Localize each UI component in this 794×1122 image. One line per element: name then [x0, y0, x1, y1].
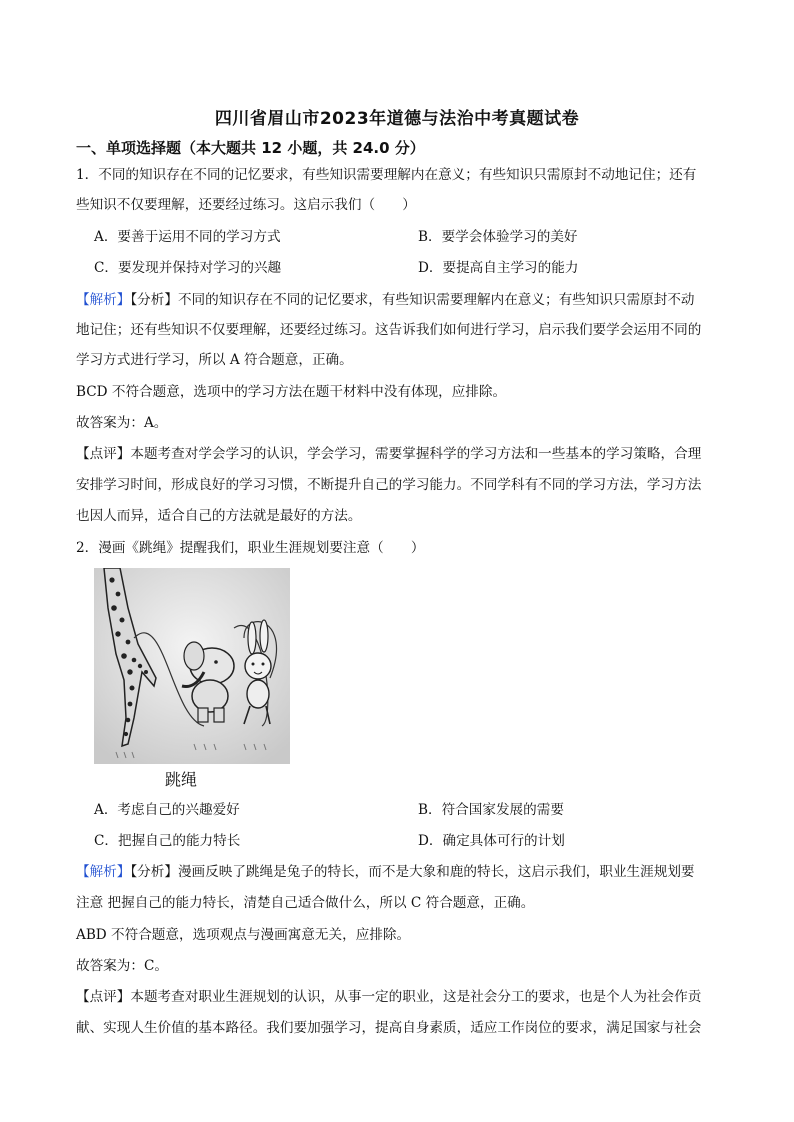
q1-analysis-line-2: 地记住；还有些知识不仅要理解，还要经过练习。这告诉我们如何进行学习，启示我们要学会运用不同的: [76, 322, 702, 338]
q1-option-a: A．要善于运用不同的学习方式: [94, 229, 281, 245]
q2-option-a: A．考虑自己的兴趣爱好: [94, 802, 240, 818]
q2-analysis-line-3: ABD 不符合题意，选项观点与漫画寓意无关，应排除。: [76, 927, 411, 943]
q2-analysis-line-1: [76, 862, 756, 882]
q2-analysis-tag: 【解析】: [76, 864, 131, 880]
q1-option-c: C．要发现并保持对学习的兴趣: [94, 260, 282, 276]
q2-analysis-text-1: 【分析】漫画反映了跳绳是兔子的特长，而不是大象和鹿的特长，这启示我们，职业生涯规划要: [130, 864, 695, 880]
q1-analysis-tag: 【解析】: [76, 292, 131, 308]
q2-answer: 故答案为：C。: [76, 958, 168, 974]
q1-comment-line-1: 【点评】本题考查对学会学习的认识，学会学习，需要掌握科学的学习方法和一些基本的学习策略，合理: [76, 446, 702, 462]
q1-stem-line-2: 些知识不仅要理解，还要经过练习。这启示我们（ ）: [76, 197, 416, 213]
cartoon-caption: 跳绳: [165, 770, 198, 789]
q1-comment-line-3: 也因人而异，适合自己的方法就是最好的方法。: [76, 508, 362, 524]
q1-comment-line-2: 安排学习时间，形成良好的学习习惯，不断提升自己的学习能力。不同学科有不同的学习方法，学习方法: [76, 477, 702, 493]
q1-option-d: D．要提高自主学习的能力: [418, 260, 579, 276]
q2-stem: 2．漫画《跳绳》提醒我们，职业生涯规划要注意（ ）: [76, 540, 425, 556]
q2-option-b: B．符合国家发展的需要: [418, 802, 564, 818]
q1-option-b: B．要学会体验学习的美好: [418, 229, 578, 245]
jump-rope-cartoon: [94, 568, 290, 764]
q1-analysis-line-4: BCD 不符合题意，选项中的学习方法在题干材料中没有体现，应排除。: [76, 384, 507, 400]
q2-option-c: C．把握自己的能力特长: [94, 833, 241, 849]
section-heading: 一、单项选择题（本大题共 12 小题，共 24.0 分）: [76, 139, 425, 157]
q1-answer: 故答案为：A。: [76, 415, 168, 431]
q2-option-d: D．确定具体可行的计划: [418, 833, 565, 849]
q2-analysis-line-2: 注意 把握自己的能力特长，清楚自己适合做什么，所以 C 符合题意，正确。: [76, 895, 535, 911]
page-title: 四川省眉山市2023年道德与法治中考真题试卷: [214, 109, 580, 129]
q1-analysis-line-1: [76, 290, 756, 310]
q1-analysis-line-3: 学习方式进行学习，所以 A 符合题意，正确。: [76, 352, 353, 368]
q1-analysis-text-1: 【分析】不同的知识存在不同的记忆要求，有些知识需要理解内在意义；有些知识只需原封不动: [130, 292, 695, 308]
q2-comment-line-1: 【点评】本题考查对职业生涯规划的认识，从事一定的职业，这是社会分工的要求，也是个人为社会作贡: [76, 989, 702, 1005]
q2-comment-line-2: 献、实现人生价值的基本路径。我们要加强学习，提高自身素质，适应工作岗位的要求，满足国家与社会: [76, 1020, 702, 1036]
q1-stem-line-1: 1．不同的知识存在不同的记忆要求，有些知识需要理解内在意义；有些知识只需原封不动地记住；还有: [76, 167, 697, 183]
